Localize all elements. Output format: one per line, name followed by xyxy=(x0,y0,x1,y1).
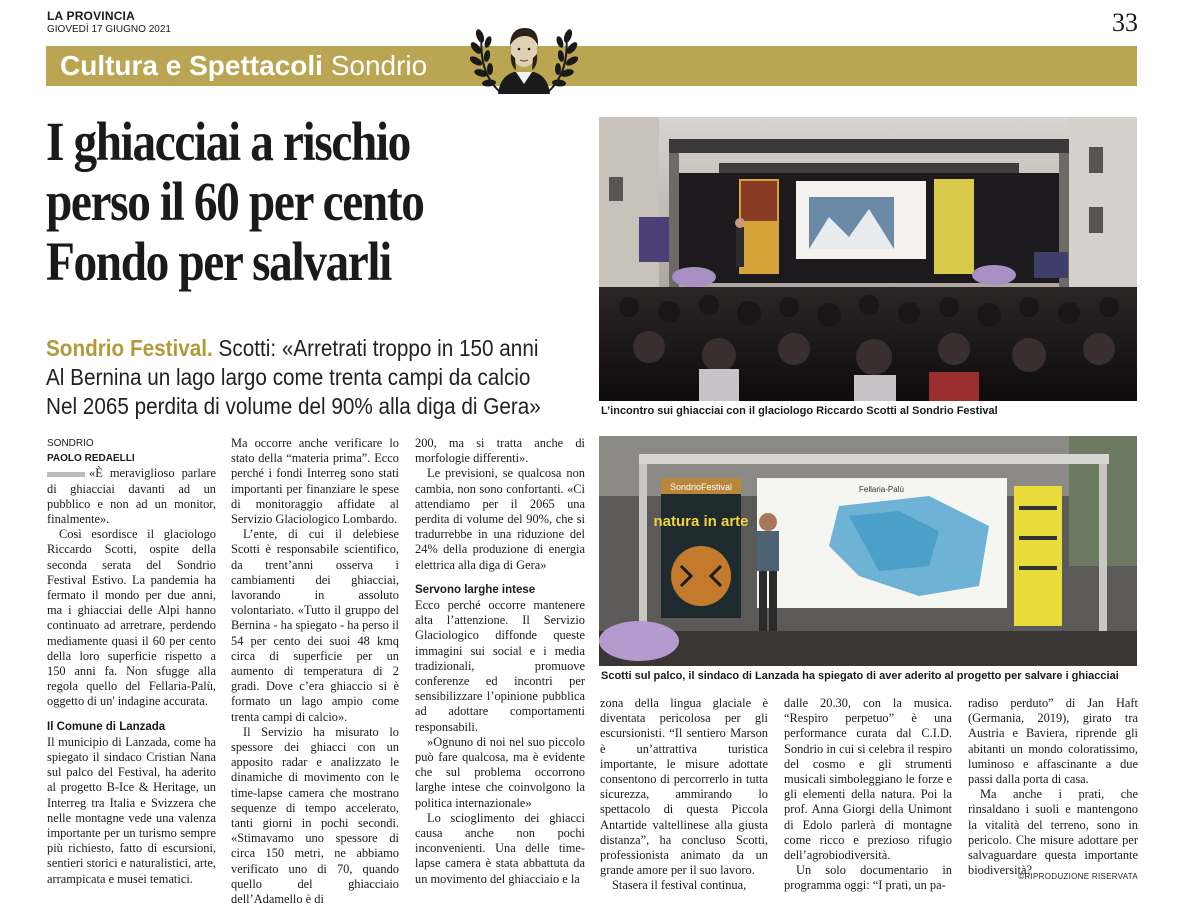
article-column-4 xyxy=(600,696,768,894)
paragraph: »Ognuno di noi nel suo piccolo può fare qualcosa, ma è evidente che sul problema occorrono larghe intese che coinvolgono la politica internazionale» xyxy=(415,734,585,810)
banner-title-text: natura in arte xyxy=(653,513,749,530)
kicker: Sondrio Festival. xyxy=(46,335,213,361)
subheadline xyxy=(46,334,586,421)
paragraph: dalle 20.30, con la musica. “Respiro perpetuo” è una performance curata dal C.I.D. Sondrio in cui si celebra il respiro del cosmo e gli strumenti musicali simboleggiano le forze e gli elementi della natura. Poi la prof. Anna Giorgi della Unimont di Edolo parlerà di montagne come ricco e prezioso rifugio dell’agrobiodiversità. xyxy=(784,696,952,863)
paragraph: Le previsioni, se qualcosa non cambia, non sono confortanti. «Ci attendiamo per il 2065 una perdita di volume del 90%, che si tradurrebbe in una riduzione del 24% della produzione di energia elettrica alla diga di Gera» xyxy=(415,466,585,572)
page-number: 33 xyxy=(1112,8,1138,37)
article-column-5 xyxy=(784,696,952,894)
paragraph: 200, ma si tratta anche di morfologie differenti». xyxy=(415,436,585,466)
paragraph: L’ente, di cui il delebiese Scotti è responsabile scientifico, da trent’anni osserva i cambiamenti dei ghiacciai, lavorando in assoluto volontariato. «Tutto il gruppo del Bernina - ha spiegato - ha perso il 54 per cento dei suoi 48 kmq circa di superficie per un aumento di temperatura di 2 gradi. Dove c’era ghiaccio si è formato un lago ampio come trenta campi di calcio». xyxy=(231,527,399,724)
byline: PAOLO REDAELLI xyxy=(47,453,135,465)
paragraph: Ma anche i prati, che rinsaldano i suoli e mantengono la vitalità del terreno, sono in pericolo. Che misure adottare per salvaguardare questa importante biodiversità? xyxy=(968,787,1138,878)
headline-line: I ghiacciai a rischio xyxy=(46,111,410,172)
article-column-1 xyxy=(47,436,216,887)
section-title xyxy=(60,50,427,82)
article-column-6 xyxy=(968,696,1138,878)
photo-caption: L’incontro sui ghiacciai con il glaciologo Riccardo Scotti al Sondrio Festival xyxy=(601,405,998,417)
section-subhead: Servono larghe intese xyxy=(415,583,536,596)
issue-date: GIOVEDÌ 17 GIUGNO 2021 xyxy=(47,24,171,35)
section-name: Cultura e Spettacoli xyxy=(60,50,323,81)
paragraph: radiso perduto” di Jan Haft (Germania, 2019), girato tra Austria e Baviera, riprende gli abitanti un mondo coloratissimo, luminoso e affascinante a due passi dalla porta di casa. xyxy=(968,696,1138,787)
paragraph: Ecco perché occorre mantenere alta l’attenzione. Il Servizio Glaciologico diffonde queste immagini sui social e i media tradizionali, promuove conferenze ed incontri per sensibilizzare l’opinione pubblica ad adottare comportamenti responsabili. xyxy=(415,598,585,734)
headline xyxy=(46,112,517,292)
headline-line: Fondo per salvarli xyxy=(46,231,391,292)
paragraph: Il Servizio ha misurato lo spessore dei ghiacci con un apposito radar e analizzato le dinamiche di movimento con le time-lapse camera che mostrano sequenze di tempo accelerato, tanti giorni in pochi secondi. «Stimavamo uno spessore di circa 150 metri, ne abbiamo verificato uno di 70, quando quello del ghiacciaio dell’Adamello è di xyxy=(231,724,399,907)
article-column-3 xyxy=(415,436,585,887)
paragraph: Ma occorre anche verificare lo stato della “materia prima”. Ecco perché i fondi Interreg sono stati importanti per finanziare le spese di monitoraggio affidate al Servizio Glaciologico Lombardo. xyxy=(231,436,399,527)
portrait-icon xyxy=(498,28,550,94)
copyright-notice: ©RIPRODUZIONE RISERVATA xyxy=(1018,872,1138,881)
newspaper-name: LA PROVINCIA xyxy=(47,9,135,23)
article-column-2 xyxy=(231,436,399,907)
laurel-portrait-logo xyxy=(470,14,578,94)
paragraph: zona della lingua glaciale è diventata pericolosa per gli escursionisti. “Il sentiero Marson è un’attrattiva turistica importante, le misure adottate consentono di percorrerlo in tutta sicurezza, ammirando lo spettacolo di questa Piccola Antartide valtellinese alla giusta distanza”, ha concluso Scotti, professionista animato da un grande amore per il suo lavoro. xyxy=(600,696,768,878)
dateline: SONDRIO xyxy=(47,438,94,449)
paragraph: Stasera il festival continua, xyxy=(612,878,747,893)
section-city: Sondrio xyxy=(330,50,428,81)
paragraph xyxy=(47,466,216,527)
paragraph: Così esordisce il glaciologo Riccardo Scotti, ospite della seconda serata del Sondrio Festival Estivo. La pandemia ha fermato il mondo per due anni, ma i ghiacciai delle Alpi hanno continuato ad arretrare, perdendo mediamente quasi il 60 per cento della loro superficie rispetto a 150 anni fa. Non sfugge alla regola quello del Fellaria-Palù, oggetto di un' indagine accurata. xyxy=(47,527,216,709)
laurel-left-icon xyxy=(470,28,500,92)
subhead-line: Nel 2065 perdita di volume del 90% alla diga di Gera» xyxy=(46,393,541,419)
banner-festival-text: SondrioFestival xyxy=(669,482,733,492)
lead-text: «È meraviglioso parlare di ghiacciai davanti ad un pubblico e non ad un monitor, finalmente». xyxy=(47,466,216,527)
laurel-right-icon xyxy=(548,28,578,92)
paragraph: Il municipio di Lanzada, come ha spiegato il sindaco Cristian Nana sul palco del Festival, ha aderito al progetto B-Ice & Heritage, un Interreg tra Italia e Svizzera che nelle montagne vede una valenza importante per un turismo sempre più richiesto, fatto di escursioni, sentieri storici e naturalistici, arte, arrampicata e musei tematici. xyxy=(47,734,216,886)
headline-line: perso il 60 per cento xyxy=(46,171,424,232)
photo-festival-audience xyxy=(599,117,1137,401)
paragraph: Lo scioglimento dei ghiacci causa anche non pochi inconvenienti. Una delle time-lapse camera è stata abbattuta da un movimento del ghiacciaio e la xyxy=(415,810,585,886)
paragraph: Un solo documentario in programma oggi: “I prati, un pa- xyxy=(784,863,952,893)
screen-text: Fellaria-Palù xyxy=(859,485,904,494)
subhead-line: Al Bernina un lago largo come trenta campi da calcio xyxy=(46,364,531,390)
subhead-line: Scotti: «Arretrati troppo in 150 anni xyxy=(212,335,539,361)
lead-rule xyxy=(47,472,85,477)
photo-caption: Scotti sul palco, il sindaco di Lanzada ha spiegato di aver aderito al progetto per salvare i ghiacciai xyxy=(601,670,1119,682)
section-subhead: Il Comune di Lanzada xyxy=(47,720,166,733)
photo-speaker-stage xyxy=(599,436,1137,666)
